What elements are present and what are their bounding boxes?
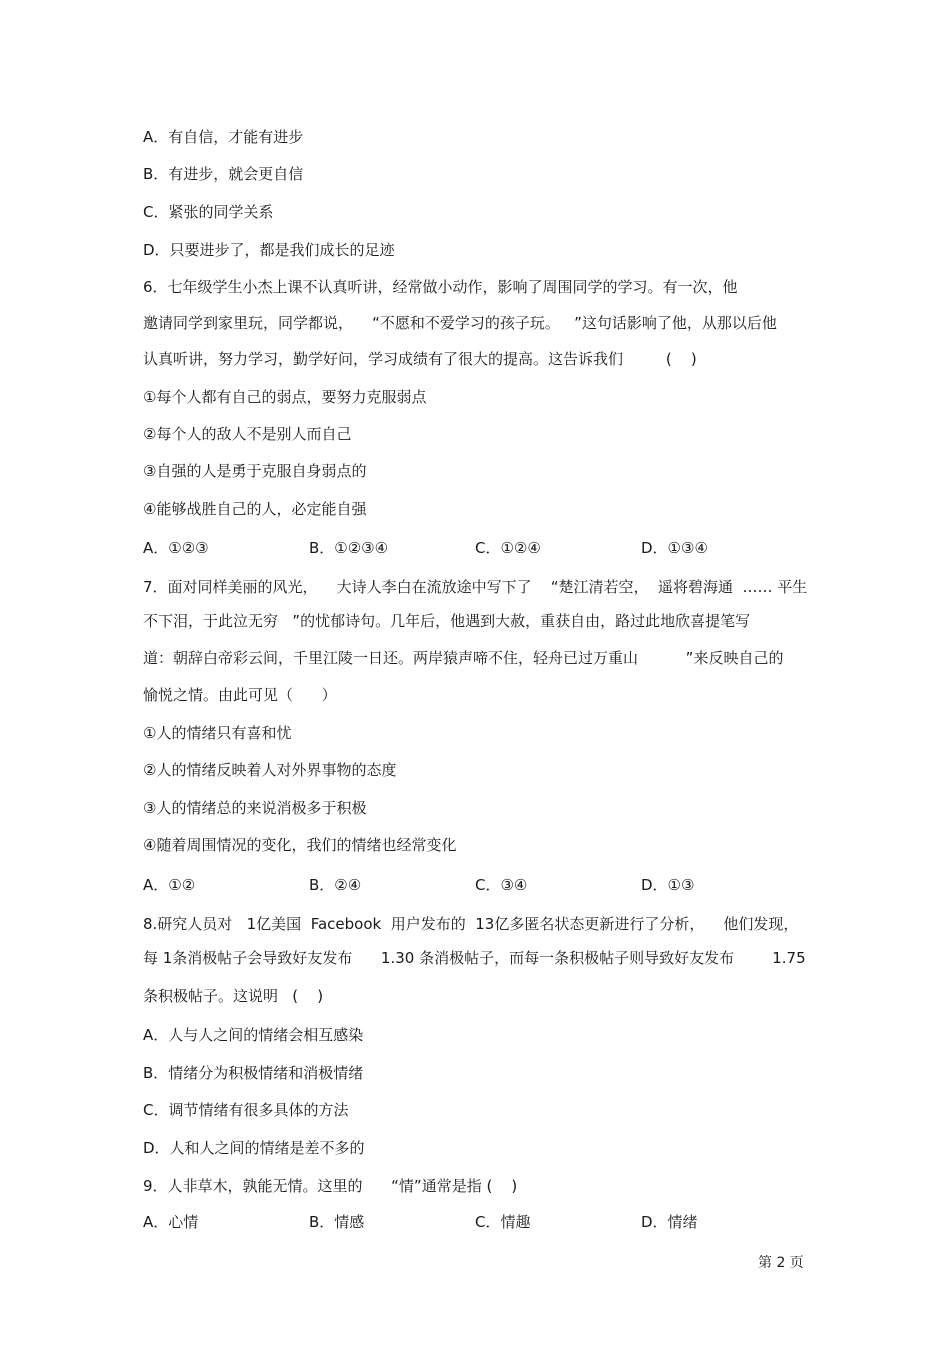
- q7-stem-line-3: 道：朝辞白帝彩云间，千里江陵一日还。两岸猿声啼不住，轻舟已过万重山 ”来反映自己的: [143, 649, 784, 667]
- q6-option-a: A．①②③: [143, 539, 209, 557]
- q7-option-a: A．①②: [143, 876, 196, 894]
- q6-stem-line-3: 认真听讲，努力学习，勤学好问，学习成绩有了很大的提高。这告诉我们 ( ): [143, 350, 697, 368]
- q7-option-c: C．③④: [475, 876, 528, 894]
- q7-option-b: B．②④: [309, 876, 362, 894]
- q5-option-d: D．只要进步了，都是我们成长的足迹: [143, 241, 395, 259]
- q7-statement-4: ④随着周围情况的变化，我们的情绪也经常变化: [143, 836, 457, 854]
- q9-option-d: D．情绪: [641, 1213, 698, 1231]
- q8-stem-line-2: 每 1条消极帖子会导致好友发布 1.30 条消极帖子，而每一条积极帖子则导致好友发布 1.75: [143, 949, 806, 967]
- q5-option-b: B．有进步，就会更自信: [143, 165, 304, 183]
- q8-stem-line-3: 条积极帖子。这说明 ( ): [143, 987, 324, 1005]
- q7-statement-3: ③人的情绪总的来说消极多于积极: [143, 799, 367, 817]
- q7-statement-1: ①人的情绪只有喜和忧: [143, 724, 292, 742]
- q5-option-c: C．紧张的同学关系: [143, 203, 274, 221]
- q9-stem-line-1: 9．人非草木，孰能无情。这里的 “情”通常是指 ( ): [143, 1177, 518, 1195]
- q8-option-a: A．人与人之间的情绪会相互感染: [143, 1026, 364, 1044]
- q8-option-b: B．情绪分为积极情绪和消极情绪: [143, 1064, 364, 1082]
- q7-option-d: D．①③: [641, 876, 695, 894]
- q9-option-c: C．情趣: [475, 1213, 531, 1231]
- q6-stem-line-2: 邀请同学到家里玩，同学都说， “不愿和不爱学习的孩子玩。 ”这句话影响了他，从那以后他: [143, 314, 777, 332]
- q9-option-a: A．心情: [143, 1213, 199, 1231]
- q6-option-b: B．①②③④: [309, 539, 389, 557]
- q7-statement-2: ②人的情绪反映着人对外界事物的态度: [143, 761, 397, 779]
- q6-statement-2: ②每个人的敌人不是别人而自己: [143, 425, 352, 443]
- q9-option-b: B．情感: [309, 1213, 365, 1231]
- q6-statement-4: ④能够战胜自己的人，必定能自强: [143, 500, 367, 518]
- q6-statement-3: ③自强的人是勇于克服自身弱点的: [143, 462, 367, 480]
- q5-option-a: A．有自信，才能有进步: [143, 128, 304, 146]
- q7-stem-line-1: 7．面对同样美丽的风光， 大诗人李白在流放途中写下了 “楚江清若空， 遥将碧海通 …… 平生: [143, 578, 808, 596]
- q8-option-c: C．调节情绪有很多具体的方法: [143, 1101, 349, 1119]
- page-number: 第 2 页: [758, 1255, 804, 1271]
- q6-stem-line-1: 6．七年级学生小杰上课不认真听讲，经常做小动作，影响了周围同学的学习。有一次，他: [143, 278, 738, 296]
- q6-option-d: D．①③④: [641, 539, 708, 557]
- q8-option-d: D．人和人之间的情绪是差不多的: [143, 1139, 365, 1157]
- q6-statement-1: ①每个人都有自己的弱点，要努力克服弱点: [143, 388, 427, 406]
- q7-stem-line-2: 不下泪，于此泣无穷 ”的忧郁诗句。几年后，他遇到大赦，重获自由，路过此地欣喜提笔写: [143, 612, 751, 630]
- q6-option-c: C．①②④: [475, 539, 541, 557]
- q8-stem-line-1: 8.研究人员对 1亿美国 Facebook 用户发布的 13亿多匿名状态更新进行了分析， 他们发现，: [143, 915, 799, 933]
- q7-stem-line-4: 愉悦之情。由此可见（ ）: [143, 686, 337, 704]
